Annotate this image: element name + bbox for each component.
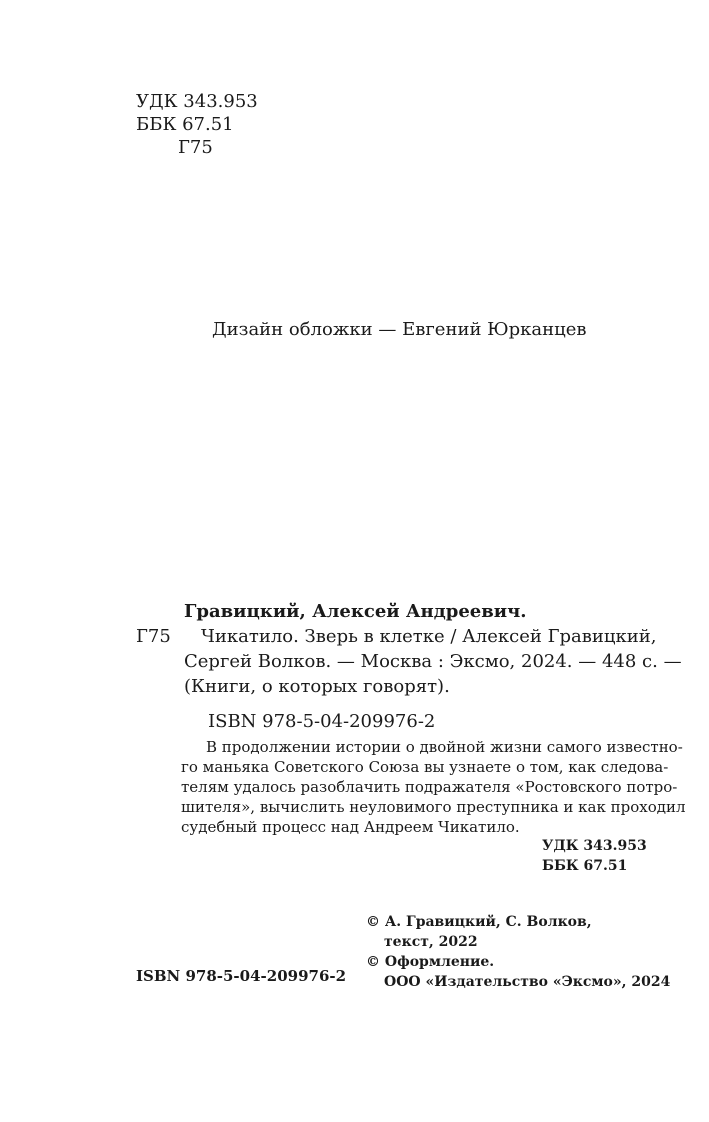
top-classification-codes: [136, 90, 258, 159]
copyright-text-line: © А. Гравицкий, С. Волков,: [366, 914, 592, 930]
abstract-line: телям удалось разоблачить подражателя «Ростовского потро-: [181, 778, 678, 796]
abstract-line: шителя», вычислить неуловимого преступника и как проходил: [181, 798, 686, 816]
title-statement: Чикатило. Зверь в клетке / Алексей Гравицкий,: [201, 626, 657, 647]
copyright-design-line: © Оформление.: [366, 954, 495, 970]
isbn-line: ISBN 978-5-04-209976-2: [208, 711, 436, 732]
copyright-text-line: текст, 2022: [384, 934, 478, 950]
copyright-block: [366, 912, 670, 992]
publication-line: Сергей Волков. — Москва : Эксмо, 2024. — 448 с. —: [184, 651, 682, 672]
bottom-classification-codes: [542, 836, 647, 876]
author-mark-inline: Г75: [136, 626, 171, 647]
series-line: (Книги, о которых говорят).: [184, 676, 450, 697]
cover-design-credit: Дизайн обложки — Евгений Юрканцев: [212, 319, 587, 340]
bbk-code-bottom: ББК 67.51: [542, 858, 628, 874]
author-mark: Г75: [178, 137, 213, 158]
abstract-line: судебный процесс над Андреем Чикатило.: [181, 818, 520, 836]
bibliographic-record: [136, 600, 682, 735]
title-line: [136, 625, 657, 650]
copyright-publisher-line: ООО «Издательство «Эксмо», 2024: [384, 974, 671, 990]
isbn-bottom: ISBN 978-5-04-209976-2: [136, 967, 347, 985]
abstract-line: В продолжении истории о двойной жизни самого известно-: [206, 738, 683, 756]
udk-code-bottom: УДК 343.953: [542, 838, 647, 854]
author-heading: Гравицкий, Алексей Андреевич.: [184, 601, 527, 622]
abstract-line: го маньяка Советского Союза вы узнаете о том, как следова-: [181, 758, 669, 776]
abstract: [181, 737, 686, 837]
bbk-code: ББК 67.51: [136, 114, 234, 135]
udk-code: УДК 343.953: [136, 91, 258, 112]
